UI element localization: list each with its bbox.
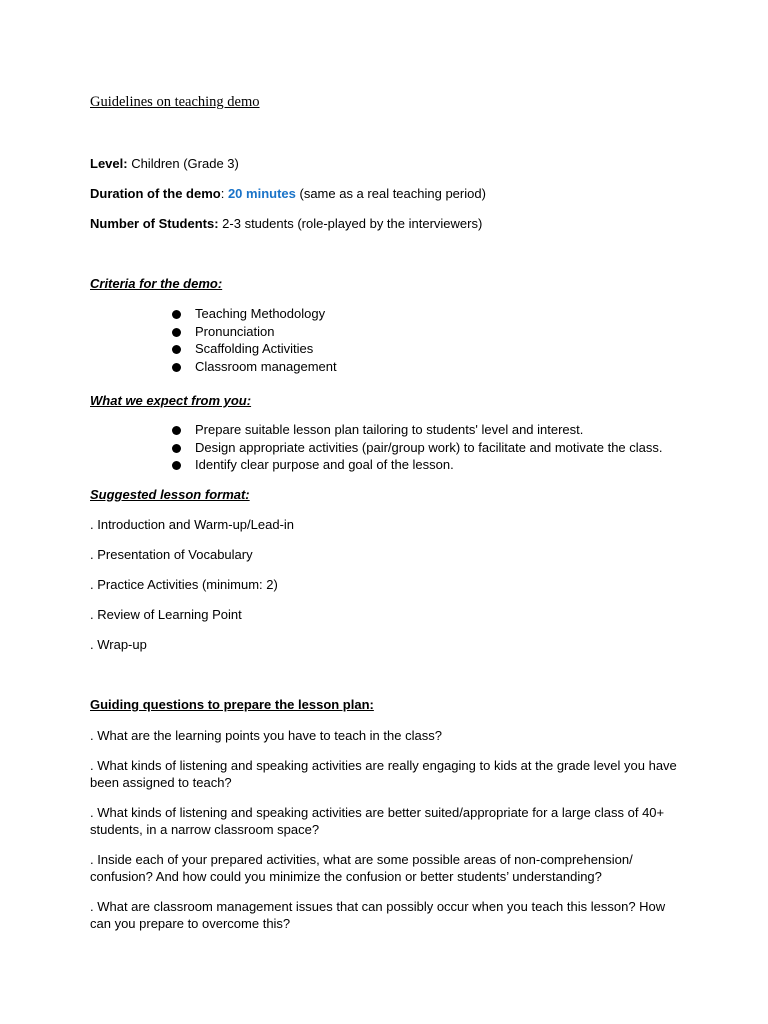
expect-heading: What we expect from you: bbox=[90, 393, 252, 408]
guiding-question: . What are the learning points you have to teach in the class? bbox=[90, 728, 442, 743]
expect-item-text: Prepare suitable lesson plan tailoring to students' level and interest. bbox=[195, 422, 584, 437]
criteria-item bbox=[170, 306, 337, 324]
criteria-item-text: Teaching Methodology bbox=[195, 306, 326, 321]
duration-highlight: 20 minutes bbox=[227, 186, 296, 201]
guiding-question: . Inside each of your prepared activities, what are some possible areas of non-comprehension/ confusion? And how could you minimize the confusion or better students’ understanding? bbox=[90, 852, 633, 884]
criteria-item bbox=[170, 341, 337, 359]
guiding-question: . What kinds of listening and speaking activities are really engaging to kids at the grade level you have been assigned to teach? bbox=[90, 758, 677, 790]
duration-line bbox=[90, 186, 486, 202]
format-heading: Suggested lesson format: bbox=[90, 487, 250, 502]
duration-rest: (same as a real teaching period) bbox=[295, 186, 486, 201]
guiding-question: . What are classroom management issues that can possibly occur when you teach this lesson? How can you prepare to overcome this? bbox=[90, 899, 666, 931]
criteria-item-text: Pronunciation bbox=[195, 323, 275, 339]
criteria-heading: Criteria for the demo: bbox=[90, 276, 223, 291]
bullet-icon bbox=[172, 444, 181, 453]
level-value: Children (Grade 3) bbox=[127, 156, 239, 171]
format-item: . Presentation of Vocabulary bbox=[90, 547, 253, 562]
criteria-list bbox=[170, 306, 337, 376]
format-item: . Wrap-up bbox=[90, 637, 147, 652]
expect-item bbox=[170, 457, 663, 475]
expect-list bbox=[170, 422, 663, 475]
criteria-item bbox=[170, 324, 337, 342]
duration-label: Duration of the demo bbox=[90, 186, 221, 201]
bullet-icon bbox=[172, 426, 181, 435]
criteria-item-text: Classroom management bbox=[195, 358, 337, 374]
criteria-item bbox=[170, 359, 337, 377]
page-title: Guidelines on teaching demo bbox=[90, 94, 260, 110]
bullet-icon bbox=[172, 310, 181, 319]
expect-item-text: Design appropriate activities (pair/group work) to facilitate and motivate the class. bbox=[195, 439, 663, 455]
bullet-icon bbox=[172, 363, 181, 372]
guiding-question: . What kinds of listening and speaking activities are better suited/appropriate for a large class of 40+ students, in a narrow classroom space? bbox=[90, 805, 665, 837]
expect-item bbox=[170, 422, 663, 440]
bullet-icon bbox=[172, 345, 181, 354]
guiding-heading: Guiding questions to prepare the lesson plan: bbox=[90, 697, 374, 712]
level-label: Level: bbox=[90, 156, 128, 171]
students-value: 2-3 students (role-played by the interviewers) bbox=[218, 216, 483, 231]
criteria-item-text: Scaffolding Activities bbox=[195, 341, 314, 356]
bullet-icon bbox=[172, 461, 181, 470]
students-label: Number of Students: bbox=[90, 216, 219, 231]
format-item: . Practice Activities (minimum: 2) bbox=[90, 577, 278, 592]
format-item: . Review of Learning Point bbox=[90, 607, 242, 622]
bullet-icon bbox=[172, 328, 181, 337]
expect-item-text: Identify clear purpose and goal of the lesson. bbox=[195, 457, 454, 472]
students-line bbox=[90, 216, 482, 232]
format-item: . Introduction and Warm-up/Lead-in bbox=[90, 517, 295, 532]
duration-separator: : bbox=[220, 186, 228, 201]
level-line bbox=[90, 156, 239, 172]
expect-item bbox=[170, 440, 663, 458]
